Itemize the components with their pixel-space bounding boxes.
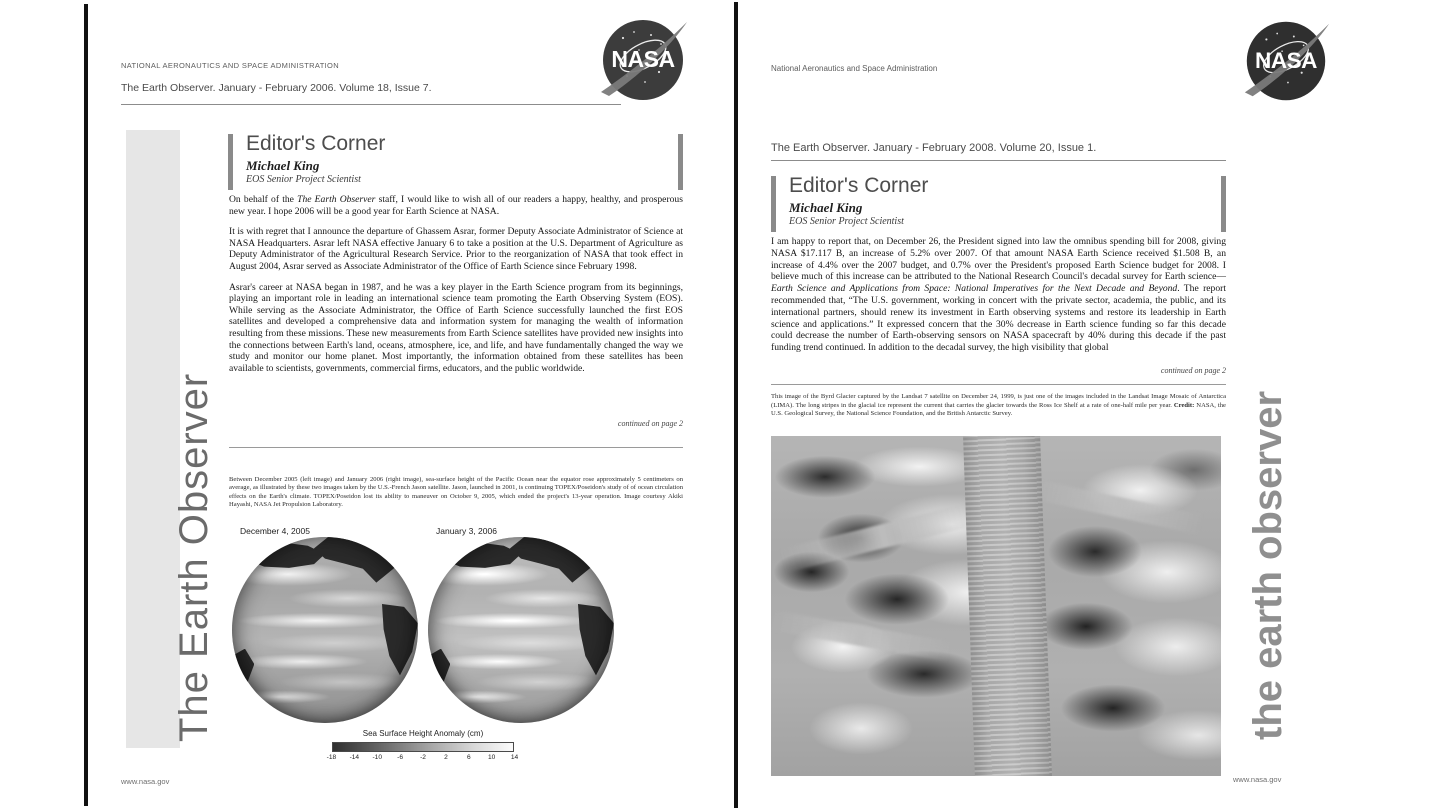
body-p1-italic-title: Earth Science and Applications from Space: National Imperatives for the Next Decade and Beyond	[771, 283, 1178, 295]
globe-label-december: December 4, 2005	[240, 526, 310, 536]
caption-part-a: This image of the Byrd Glacier captured by the Landsat 7 satellite on December 24, 1999, is just one of the images included in the Landsat Image Mosaic of Antarctica (LIMA). The long stripes in the glacial ice represent the current that carries the glacier towards the Ross Ice Shelf at a rate of one-half mile per year.	[771, 393, 1226, 409]
colorbar-title: Sea Surface Height Anomaly (cm)	[362, 729, 484, 738]
continued-note-left: continued on page 2	[617, 419, 683, 428]
masthead-divider	[771, 160, 1226, 161]
body-p1-part-a: I am happy to report that, on December 26, the President signed into law the omnibus spending bill for 2008, giving NASA $17.117 B, an increase of 5.2% over 2007. Of that amount NASA Earth Science received $1.508 B, an increase of 4.4% over the 2007 budget, and 0.7% over the President's proposed Earth Science budget for 2008. I believe much of this increase can be attributed to the National Research Council's decadal survey for Earth science—	[771, 236, 1226, 283]
svg-text:NASA: NASA	[1255, 47, 1317, 73]
footer-url-right[interactable]: www.nasa.gov	[1233, 775, 1282, 784]
masthead-agency-line: National Aeronautics and Space Administration	[771, 64, 938, 73]
body-p1-post: staff, I would like to wish all of our readers a happy, healthy, and prosperous new year. I hope 2006 will be a good year for Earth Science at NASA.	[229, 194, 683, 217]
masthead-issue-line: The Earth Observer. January - February 2006. Volume 18, Issue 7.	[121, 82, 432, 94]
body-paragraph-3: Asrar's career at NASA began in 1987, and he was a key player in the Earth Science program from its beginnings, playing an important role in leading an international science team promoting the Earth Observing System (EOS). While serving as the Associate Administrator, the Office of Earth Science successfully launched the first EOS satellites and developed a comprehensive data and information system for managing the wealth of information resulting from these missions. These new measurements from Earth Science satellites have provided new insights into the connections between Earth's land, oceans, atmosphere, ice, and life, and have fundamentally changed the way we study and monitor our home planet. Most importantly, the information obtained from these satellites has been available to scientists, governments, commercial firms, educators, and the public worldwide.	[229, 281, 683, 374]
footer-url-left[interactable]: www.nasa.gov	[121, 777, 170, 786]
colorbar-tick: 2	[444, 754, 448, 761]
colorbar-tick: -18	[326, 754, 337, 761]
figure-divider	[229, 447, 683, 448]
sidebar-publication-title: the earth observer	[1246, 390, 1290, 740]
document-page-left	[84, 4, 704, 806]
colorbar-tick: -2	[420, 754, 426, 761]
sidebar-publication-title: The Earth Observer	[172, 372, 216, 742]
glacier-ice-stream	[963, 436, 1052, 776]
nasa-logo	[593, 10, 693, 110]
editors-corner-author: Michael King	[246, 158, 320, 173]
editors-corner-right-rule	[1221, 176, 1226, 232]
body-paragraph-2: It is with regret that I announce the departure of Ghassem Asrar, former Deputy Associate Administrator of Science at NASA Headquarters. Asrar left NASA effective January 6 to take a position at the U.S. Department of Agriculture as Deputy Administrator of the Agricultural Research Service. Prior to the reorganization of NASA that took effect in August 2004, Asrar served as Associate Administrator of the Office of Earth Science since February 1998.	[229, 226, 683, 272]
colorbar-tick: -6	[397, 754, 404, 761]
masthead-issue-line: The Earth Observer. January - February 2008. Volume 20, Issue 1.	[771, 142, 1097, 154]
colorbar-tick: 10	[488, 754, 496, 761]
body-p1-part-b: . The report recommended that, “The U.S. government, working in concert with the private sector, academia, the public, and its international partners, should renew its investment in Earth observing systems and restore its leadership in Earth science and applications.” It expressed concern that the 30% decrease in Earth science funding so far this decade could decrease the number of Earth-observing sensors on NASA spacecraft by 40% during this decade if the past funding trend continued. In addition to the decadal survey, the high visibility that global	[771, 283, 1226, 354]
caption-part-b: NASA, the U.S. Geological Survey, the National Science Foundation, and the British Antarctic Survey.	[771, 401, 1226, 418]
editors-corner-author: Michael King	[789, 200, 863, 215]
editors-corner-role: EOS Senior Project Scientist	[246, 174, 361, 185]
figure-caption-right	[771, 393, 1226, 419]
globe-label-january: January 3, 2006	[436, 526, 497, 536]
editors-corner-title: Editor's Corner	[246, 132, 386, 155]
colorbar-tick: -14	[349, 754, 360, 761]
globe-limb-shading	[428, 537, 614, 723]
editors-corner-body	[771, 236, 1226, 354]
colorbar-tick: 6	[466, 754, 471, 761]
glacier-satellite-image	[771, 436, 1221, 776]
editors-corner-body	[229, 194, 683, 374]
editors-corner-role: EOS Senior Project Scientist	[789, 216, 904, 227]
masthead-agency-line: NATIONAL AERONAUTICS AND SPACE ADMINISTRATION	[121, 61, 340, 70]
editors-corner-title: Editor's Corner	[789, 174, 929, 197]
colorbar-tick: 14	[510, 754, 519, 761]
svg-text:NASA: NASA	[611, 46, 675, 72]
editors-corner-left-rule	[771, 176, 776, 232]
figure-caption-left: Between December 2005 (left image) and January 2006 (right image), sea-surface height of the Pacific Ocean near the equator rose approximately 5 centimeters on average, as illustrated by these two images taken by the U.S.-French Jason satellite. Jason, launched in 2001, is continuing TOPEX/Poseidon's study of of ocean circulation effects on the Earth's climate. TOPEX/Poseidon lost its ability to maneuver on October 9, 2005, which ended the project's 13-year operation. Image courtesy Akiki Hayashi, NASA Jet Propulsion Laboratory.	[229, 476, 683, 509]
globe-figure-december	[232, 537, 418, 723]
continued-note-right: continued on page 2	[1160, 366, 1226, 375]
colorbar-tick-labels	[320, 754, 526, 761]
body-paragraph-1	[229, 194, 683, 217]
colorbar-gradient	[332, 742, 514, 752]
figure-divider	[771, 384, 1226, 385]
document-page-right	[734, 2, 1364, 808]
nasa-logo	[1237, 12, 1335, 110]
colorbar-tick: -10	[372, 754, 382, 761]
globe-limb-shading	[232, 537, 418, 723]
body-p1-italic: The Earth Observer	[297, 194, 376, 205]
body-p1-pre: On behalf of the	[229, 194, 298, 205]
editors-corner-right-rule	[678, 134, 683, 190]
body-paragraph-1	[771, 236, 1226, 354]
editors-corner-left-rule	[228, 134, 233, 190]
masthead-divider	[121, 104, 621, 105]
caption-credit-label: Credit:	[1173, 401, 1195, 409]
editors-corner-header	[771, 174, 1226, 236]
globe-figure-january	[428, 537, 614, 723]
editors-corner-header	[228, 132, 683, 194]
